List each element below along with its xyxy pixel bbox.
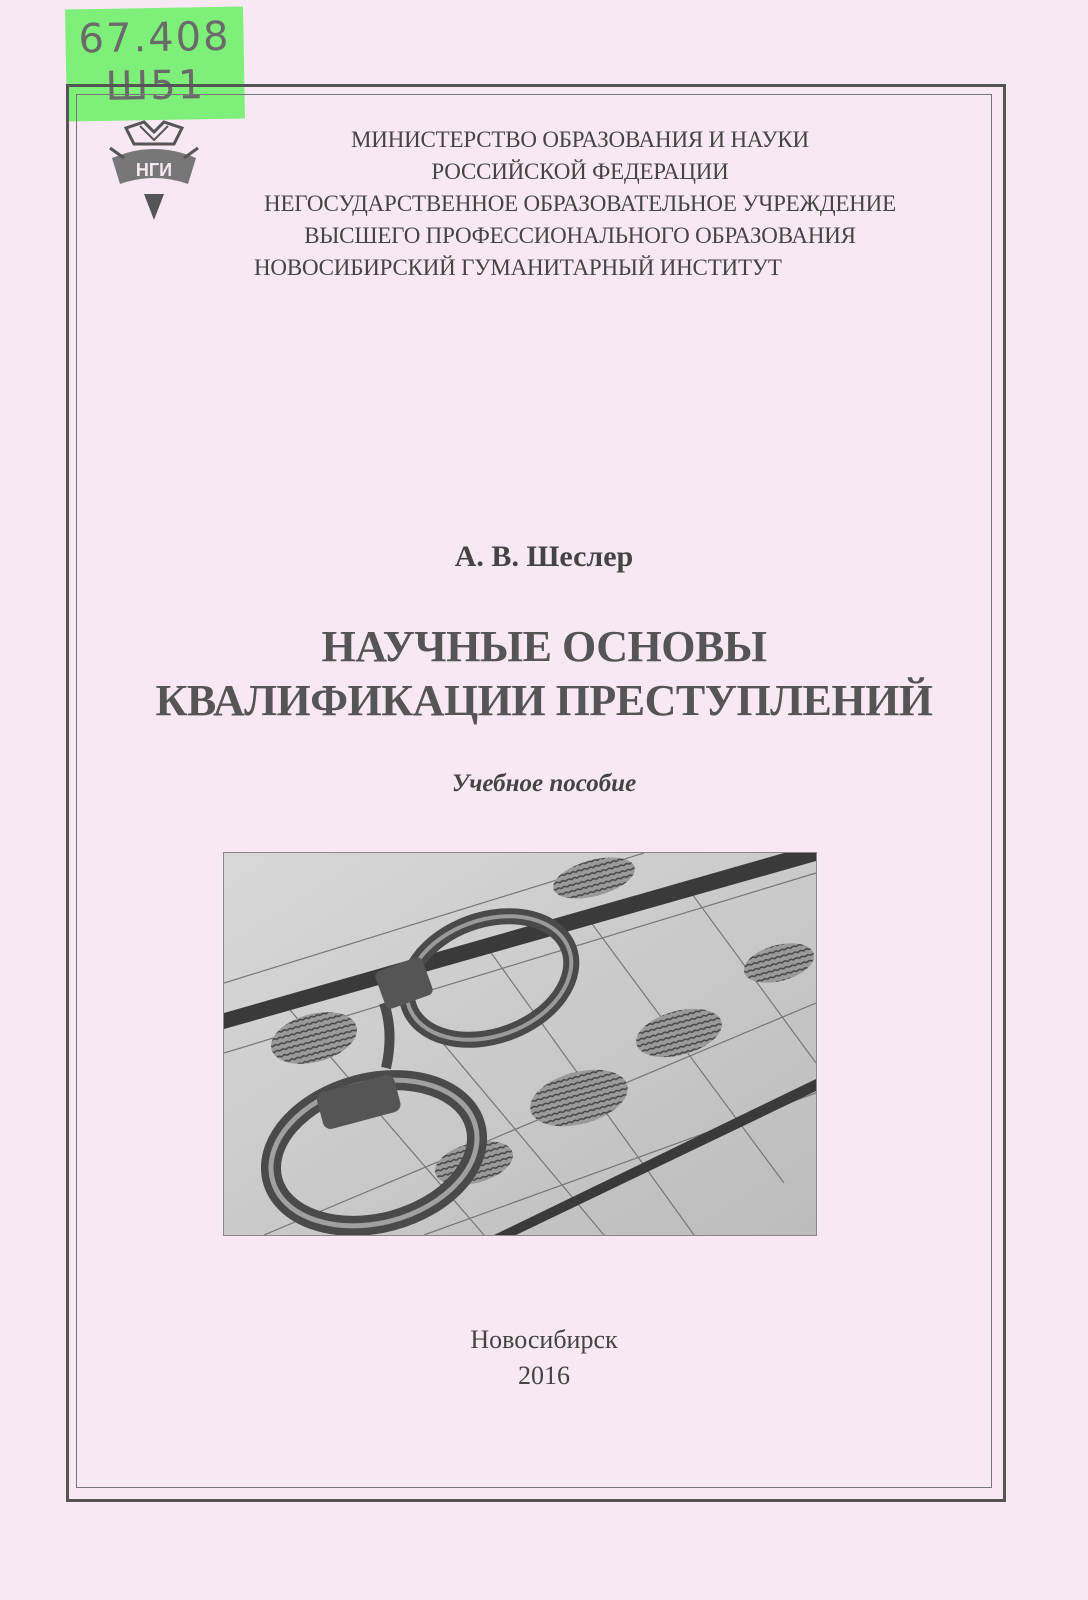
book-subtitle: Учебное пособие xyxy=(451,770,637,797)
title-line-2: КВАЛИФИКАЦИИ ПРЕСТУПЛЕНИЙ xyxy=(155,676,933,725)
publisher-line: НОВОСИБИРСКИЙ ГУМАНИТАРНЫЙ ИНСТИТУТ xyxy=(254,255,782,280)
library-code-line-2: Ш51 xyxy=(105,62,206,110)
author-name: А. В. Шеслер xyxy=(454,540,634,573)
publisher-line: НЕГОСУДАРСТВЕННОЕ ОБРАЗОВАТЕЛЬНОЕ УЧРЕЖДЕНИЕ xyxy=(264,191,896,216)
library-code-line-1: 67.408 xyxy=(78,13,231,63)
publication-city: Новосибирск xyxy=(470,1325,618,1354)
publisher-line: ВЫСШЕГО ПРОФЕССИОНАЛЬНОГО ОБРАЗОВАНИЯ xyxy=(304,223,856,248)
publication-year: 2016 xyxy=(518,1361,570,1390)
imprint-block xyxy=(0,1322,1088,1394)
title-line-1: НАУЧНЫЕ ОСНОВЫ xyxy=(321,622,767,671)
publisher-line: МИНИСТЕРСТВО ОБРАЗОВАНИЯ И НАУКИ xyxy=(351,127,809,152)
cover-photo-handcuffs-fingerprints xyxy=(223,852,817,1236)
svg-text:НГИ: НГИ xyxy=(135,160,173,180)
publisher-block xyxy=(220,124,940,284)
publisher-line: РОССИЙСКОЙ ФЕДЕРАЦИИ xyxy=(431,159,729,184)
ngi-logo-icon xyxy=(104,118,204,224)
book-title xyxy=(0,620,1088,728)
